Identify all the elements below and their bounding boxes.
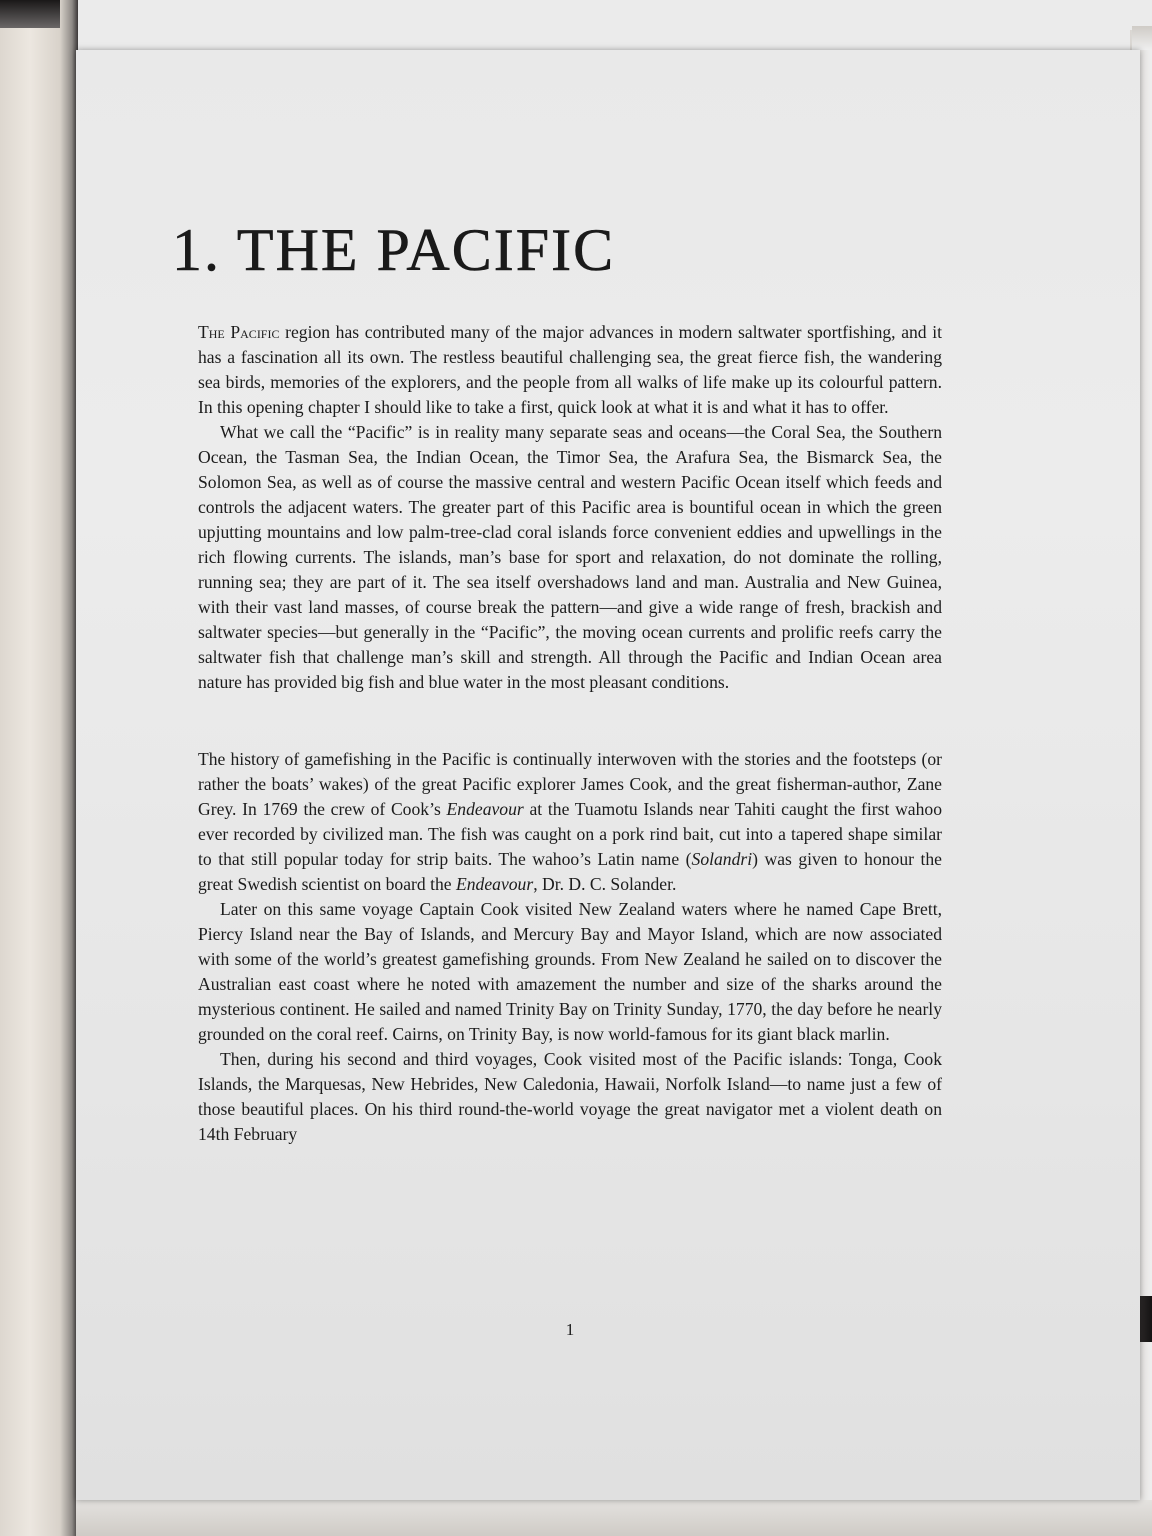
paragraph-intro-text: region has contributed many of the major advances in modern saltwater sportfishing, and it has a fascination all its own. The restless beautiful challenging sea, the great fierce fish, the wandering sea birds, memories of the explorers, and the people from all walks of life make up its colourful pattern. In this opening chapter I should like to take a first, quick look at what it is and what it has to offer. [198, 322, 942, 417]
book-cover-corner [0, 0, 60, 28]
paragraph-intro [198, 320, 942, 420]
paragraph-islands: Then, during his second and third voyages, Cook visited most of the Pacific islands: Tonga, Cook Islands, the Marquesas, New Hebrides, New Caledonia, Hawaii, Norfolk Island—to name just a few of those beautiful places. On his third round-the-world voyage the great navigator met a violent death on 14th February [198, 1049, 942, 1144]
page-edge-top-right [1132, 26, 1152, 50]
book-page [76, 50, 1140, 1500]
history-text-3: ) was given to honour the great Swedish scientist on board the [198, 849, 942, 894]
page-edge-bottom [76, 1500, 1152, 1536]
lead-in-small-caps: The Pacific [198, 322, 280, 342]
history-text-4: , Dr. D. C. Solander. [533, 874, 677, 894]
latin-name-italic: Solandri [691, 849, 753, 869]
paragraph-voyage: Later on this same voyage Captain Cook visited New Zealand waters where he named Cape Brett, Piercy Island near the Bay of Islands, and Mercury Bay and Mayor Island, which are now associated with some of the world’s greatest gamefishing grounds. From New Zealand he sailed on to discover the Australian east coast where he noted with amazement the number and size of the sharks around the mysterious continent. He sailed and named Trinity Bay on Trinity Sunday, 1770, the day before he nearly grounded on the coral reef. Cairns, on Trinity Bay, is now world-famous for its giant black marlin. [198, 899, 942, 1044]
page-number: 1 [565, 1320, 575, 1339]
ship-name-italic: Endeavour [446, 799, 524, 819]
ship-name-italic-2: Endeavour [456, 874, 534, 894]
page-content [172, 217, 942, 1339]
paragraph-history [198, 747, 942, 897]
left-page-edge [0, 0, 78, 1536]
history-text-1: The history of gamefishing in the Pacific is continually interwoven with the stories and the footsteps (or rather the boats’ wakes) of the great Pacific explorer James Cook, and the great fisherman-author, Zane Grey. In 1769 the crew of Cook’s [198, 749, 942, 819]
chapter-title: 1. THE PACIFIC [172, 217, 616, 283]
history-text-2: at the Tuamotu Islands near Tahiti caught the first wahoo ever recorded by civilized man. The fish was caught on a pork rind bait, cut into a tapered shape similar to that still popular today for strip baits. The wahoo’s Latin name ( [198, 799, 942, 869]
paragraph-seas: What we call the “Pacific” is in reality many separate seas and oceans—the Coral Sea, the Southern Ocean, the Tasman Sea, the Indian Ocean, the Timor Sea, the Arafura Sea, the Bismarck Sea, the Solomon Sea, as well as of course the massive central and western Pacific Ocean itself which feeds and controls the adjacent waters. The greater part of this Pacific area is bountiful ocean in which the green upjutting mountains and low palm-tree-clad coral islands force convenient eddies and upwellings in the rich flowing currents. The islands, man’s base for sport and relaxation, do not dominate the rolling, running sea; they are part of it. The sea itself overshadows land and man. Australia and New Guinea, with their vast land masses, of course break the pattern—and give a wide range of fresh, brackish and saltwater species—but generally in the “Pacific”, the moving ocean currents and prolific reefs carry the saltwater fish that challenge man’s skill and strength. All through the Pacific and Indian Ocean area nature has provided big fish and blue water in the most pleasant conditions. [198, 422, 942, 692]
